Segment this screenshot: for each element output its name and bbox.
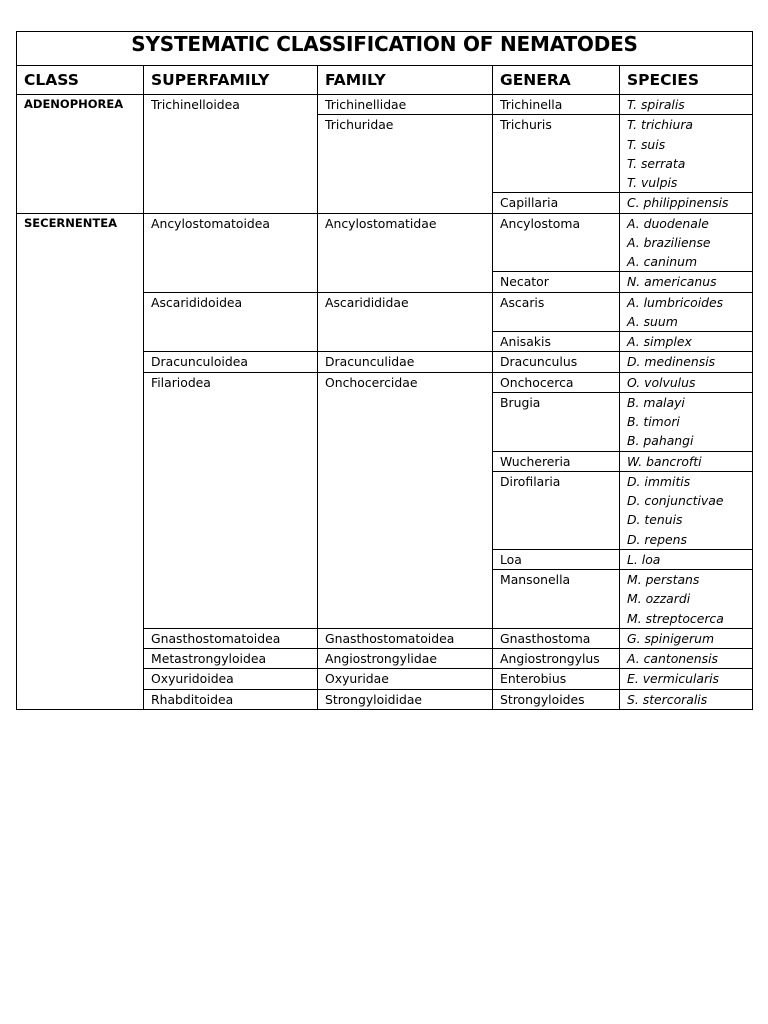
table-row: [17, 213, 753, 272]
family-cell: Ancylostomatidae: [318, 213, 493, 292]
species-name: M. streptocerca: [627, 610, 724, 626]
species-name: B. pahangi: [627, 433, 694, 449]
genus-cell: Enterobius: [493, 669, 620, 689]
genus-cell: Trichinella: [493, 95, 620, 115]
species-cell: [620, 95, 753, 115]
superfamily-cell: Gnasthostomatoidea: [144, 628, 318, 648]
superfamily-cell: Trichinelloidea: [144, 95, 318, 214]
classification-table: [16, 31, 753, 710]
species-name: D. conjunctivae: [627, 493, 724, 508]
species-cell: [620, 213, 753, 272]
species-name: S. stercoralis: [627, 691, 708, 707]
genus-cell: Ancylostoma: [493, 213, 620, 272]
species-cell: [620, 649, 753, 669]
species-cell: [620, 352, 753, 372]
species-name: M. perstans: [627, 572, 700, 587]
species-name: D. repens: [627, 531, 687, 547]
species-cell: [620, 549, 753, 569]
species-cell: [620, 292, 753, 332]
header-family: FAMILY: [318, 66, 493, 95]
species-cell: [620, 570, 753, 629]
species-name: A. cantonensis: [627, 651, 718, 666]
species-cell: [620, 272, 753, 292]
family-cell: Ascaridididae: [318, 292, 493, 352]
superfamily-cell: Filariodea: [144, 372, 318, 628]
family-cell: Gnasthostomatoidea: [318, 628, 493, 648]
species-name: A. lumbricoides: [627, 294, 724, 310]
superfamily-cell: Oxyuridoidea: [144, 669, 318, 689]
superfamily-cell: Ancylostomatoidea: [144, 213, 318, 292]
family-cell: Trichinellidae: [318, 95, 493, 115]
genus-cell: Brugia: [493, 392, 620, 451]
header-genera: GENERA: [493, 66, 620, 95]
species-name: T. trichiura: [627, 117, 694, 133]
genus-cell: Dracunculus: [493, 352, 620, 372]
table-row: [17, 95, 753, 115]
species-cell: [620, 392, 753, 451]
table-title: SYSTEMATIC CLASSIFICATION OF NEMATODES: [17, 32, 753, 66]
species-name: T. vulpis: [627, 175, 678, 190]
species-cell: [620, 471, 753, 549]
species-cell: [620, 115, 753, 193]
family-cell: Onchocercidae: [318, 372, 493, 628]
species-name: N. americanus: [627, 274, 717, 290]
species-cell: [620, 669, 753, 689]
species-name: M. ozzardi: [627, 591, 691, 607]
species-cell: [620, 628, 753, 648]
species-name: T. suis: [627, 136, 666, 152]
family-cell: Angiostrongylidae: [318, 649, 493, 669]
genus-cell: Gnasthostoma: [493, 628, 620, 648]
species-name: O. volvulus: [627, 374, 696, 390]
species-name: A. caninum: [627, 254, 698, 269]
species-name: L. loa: [627, 551, 661, 567]
superfamily-cell: Dracunculoidea: [144, 352, 318, 372]
header-row: [17, 66, 753, 95]
class-cell: ADENOPHOREA: [17, 95, 144, 214]
header-species: SPECIES: [620, 66, 753, 95]
superfamily-cell: Metastrongyloidea: [144, 649, 318, 669]
species-name: A. suum: [627, 313, 678, 329]
species-cell: [620, 332, 753, 352]
genus-cell: Necator: [493, 272, 620, 292]
species-name: C. philippinensis: [627, 195, 729, 211]
species-name: B. timori: [627, 414, 680, 429]
genus-cell: Anisakis: [493, 332, 620, 352]
superfamily-cell: Ascarididoidea: [144, 292, 318, 352]
family-cell: Trichuridae: [318, 115, 493, 213]
genus-cell: Onchocerca: [493, 372, 620, 392]
species-cell: [620, 372, 753, 392]
superfamily-cell: Rhabditoidea: [144, 689, 318, 709]
species-cell: [620, 451, 753, 471]
species-name: T. serrata: [627, 155, 686, 171]
species-cell: [620, 193, 753, 213]
genus-cell: Strongyloides: [493, 689, 620, 709]
header-superfamily: SUPERFAMILY: [144, 66, 318, 95]
genus-cell: Wuchereria: [493, 451, 620, 471]
species-cell: [620, 689, 753, 709]
genus-cell: Angiostrongylus: [493, 649, 620, 669]
genus-cell: Dirofilaria: [493, 471, 620, 549]
genus-cell: Loa: [493, 549, 620, 569]
genus-cell: Mansonella: [493, 570, 620, 629]
genus-cell: Trichuris: [493, 115, 620, 193]
species-name: W. bancrofti: [627, 453, 702, 469]
species-name: D. medinensis: [627, 354, 716, 370]
species-name: D. immitis: [627, 473, 691, 489]
header-class: CLASS: [17, 66, 144, 95]
species-name: T. spiralis: [627, 97, 685, 112]
genus-cell: Capillaria: [493, 193, 620, 213]
species-name: D. tenuis: [627, 512, 683, 528]
genus-cell: Ascaris: [493, 292, 620, 332]
family-cell: Oxyuridae: [318, 669, 493, 689]
species-name: A. braziliense: [627, 234, 711, 250]
species-name: A. duodenale: [627, 215, 709, 231]
table-body: [17, 32, 753, 710]
class-cell: SECERNENTEA: [17, 213, 144, 709]
title-row: [17, 32, 753, 66]
species-name: E. vermicularis: [627, 671, 719, 687]
species-name: G. spinigerum: [627, 630, 715, 646]
family-cell: Dracunculidae: [318, 352, 493, 372]
family-cell: Strongyloididae: [318, 689, 493, 709]
species-name: A. simplex: [627, 334, 692, 349]
species-name: B. malayi: [627, 394, 685, 410]
